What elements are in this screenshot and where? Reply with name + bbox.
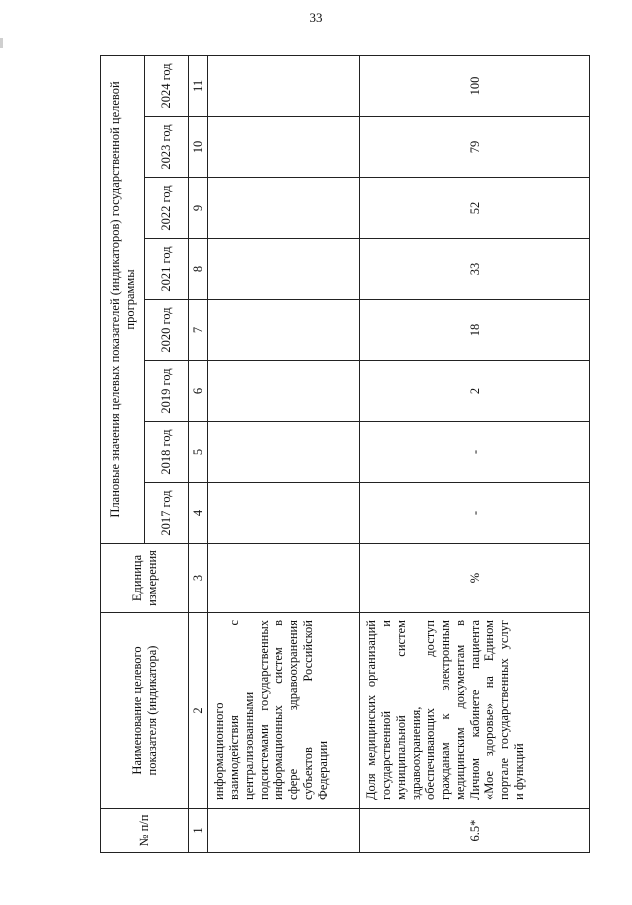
indicator-name-line: Федерации [315, 740, 330, 800]
header-year-2021: 2021 год [145, 239, 189, 300]
column-number: 8 [189, 239, 208, 300]
value-2024: 100 [360, 55, 590, 116]
column-number: 3 [189, 544, 208, 613]
value-2023: 79 [360, 117, 590, 178]
indicator-name-line: государственной и [379, 620, 394, 800]
indicator-name-line: Доля медицинских организаций [364, 620, 379, 800]
value-2020 [208, 300, 360, 361]
value-2023 [208, 117, 360, 178]
unit-cell [208, 544, 360, 613]
value-2021 [208, 239, 360, 300]
column-number: 2 [189, 613, 208, 809]
header-year-2020: 2020 год [145, 300, 189, 361]
indicator-name-line: централизованными [241, 691, 256, 800]
header-row [101, 55, 145, 852]
value-2024 [208, 55, 360, 116]
indicator-name-line: «Мое здоровье» на Едином [482, 620, 497, 800]
indicator-name-line: субъектов Российской [300, 620, 315, 800]
column-number: 6 [189, 361, 208, 422]
header-year-2024: 2024 год [145, 55, 189, 116]
header-year-2018: 2018 год [145, 422, 189, 483]
unit-cell: % [360, 544, 590, 613]
indicator-name-line: Личном кабинете пациента [467, 620, 482, 800]
column-number-row [189, 55, 208, 852]
column-number: 9 [189, 178, 208, 239]
value-2020: 18 [360, 300, 590, 361]
page-number: 33 [309, 10, 323, 25]
indicator-name-line: подсистемами государственных [256, 620, 271, 800]
value-2017 [208, 483, 360, 544]
value-2018: - [360, 422, 590, 483]
indicator-name-line: обеспечивающих доступ [423, 620, 438, 800]
value-2022: 52 [360, 178, 590, 239]
value-2021: 33 [360, 239, 590, 300]
column-number: 10 [189, 117, 208, 178]
scan-edge-mark [0, 38, 3, 48]
indicator-name-line: здравоохранения, [408, 706, 423, 800]
indicator-name-line: взаимодействия с [227, 620, 242, 800]
column-number: 7 [189, 300, 208, 361]
indicator-name-line: сфере здравоохранения [286, 620, 301, 800]
header-number: № п/п [101, 809, 189, 853]
table-row [360, 55, 590, 852]
rotated-table-area [100, 56, 588, 853]
column-number: 11 [189, 55, 208, 116]
header-unit: Единица измерения [101, 544, 189, 613]
column-number: 1 [189, 809, 208, 853]
indicator-name [208, 613, 360, 809]
column-number: 5 [189, 422, 208, 483]
value-2022 [208, 178, 360, 239]
header-year-2017: 2017 год [145, 483, 189, 544]
column-number: 4 [189, 483, 208, 544]
indicator-name-line: муниципальной систем [393, 620, 408, 800]
indicator-table [100, 55, 590, 853]
value-2019: 2 [360, 361, 590, 422]
header-year-2023: 2023 год [145, 117, 189, 178]
header-indicator-name: Наименование целевого показателя (индикатора) [101, 613, 189, 809]
indicator-name [360, 613, 590, 809]
indicator-name-line: и функций [511, 743, 526, 800]
indicator-name-line: гражданам к электронным [438, 620, 453, 800]
value-2017: - [360, 483, 590, 544]
header-year-2022: 2022 год [145, 178, 189, 239]
value-2019 [208, 361, 360, 422]
indicator-name-line: медицинским документам в [452, 620, 467, 800]
row-number: 6.5* [360, 809, 590, 853]
header-planned-values: Плановые значения целевых показателей (индикаторов) государственной целевой программы [101, 55, 145, 543]
row-number [208, 809, 360, 853]
indicator-name-line: информационного [212, 702, 227, 800]
table-row [208, 55, 360, 852]
indicator-name-line: портале государственных услуг [497, 620, 512, 800]
rotated-table-frame [100, 56, 588, 853]
indicator-name-line: информационных систем в [271, 620, 286, 800]
header-year-2019: 2019 год [145, 361, 189, 422]
value-2018 [208, 422, 360, 483]
